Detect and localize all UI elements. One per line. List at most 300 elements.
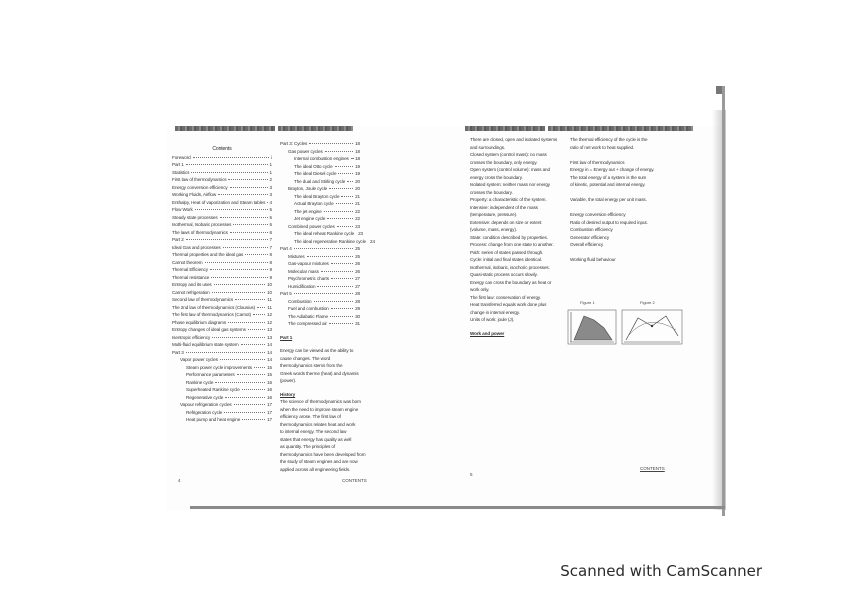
section-heading: History [280, 391, 296, 397]
dot-leader [186, 164, 268, 165]
dot-leader [210, 269, 268, 270]
dot-leader [331, 278, 353, 279]
text-line: (volume, mass, energy). [470, 227, 517, 232]
contents-entry [172, 259, 272, 267]
contents-entry [172, 341, 272, 349]
contents-entry [172, 221, 272, 229]
dot-leader [242, 419, 265, 420]
contents-entry-page: 1 [269, 169, 272, 175]
dot-leader [337, 226, 353, 227]
contents-entry [172, 214, 272, 222]
contents-entry-title: Part 4 [280, 246, 292, 251]
paragraph [280, 398, 366, 473]
contents-entry [172, 229, 272, 237]
text-line: Closed system (control mass): no mass [470, 152, 547, 157]
contents-entry [172, 161, 272, 169]
contents-entry-page: 24 [369, 238, 375, 244]
page-number: 5 [470, 472, 473, 477]
contents-entry-title: Psychrometric charts [288, 276, 329, 281]
contents-entry-title: Energy conversion efficiency [172, 184, 228, 190]
text-line: the study of steam engines and are now [280, 459, 358, 464]
dot-leader [248, 329, 265, 330]
contents-entry [172, 379, 272, 387]
contents-entry-title: Vapor power cycles [180, 357, 218, 362]
contents-entry [172, 416, 272, 424]
dot-leader [191, 172, 267, 173]
text-line: Intensive: independent of the mass [470, 204, 538, 210]
contents-entry [280, 155, 360, 163]
text-line: change in internal energy. [470, 309, 520, 315]
text-line: Isolated system: neither mass nor energy [470, 182, 551, 187]
contents-entry-title: The compressed air [288, 321, 327, 326]
dot-leader [220, 359, 265, 360]
contents-entry-page: 10 [267, 289, 272, 295]
contents-entry-title: Statistics [172, 169, 190, 175]
text-line: First law of thermodynamics [570, 159, 625, 165]
text-line [570, 151, 688, 159]
contents-entry-page: 19 [355, 171, 360, 176]
contents-entry [280, 290, 360, 298]
contents-entry [172, 334, 272, 342]
contents-entry-page: 12 [267, 312, 272, 317]
contents-entry-title: Carnot refrigeration [172, 289, 210, 295]
text-line: to internal energy. The second law [280, 429, 347, 434]
text-line: (power). [280, 378, 297, 383]
contents-entry-title: Ideal Gas and processes [172, 244, 221, 250]
dot-leader [336, 203, 353, 204]
contents-entry [172, 206, 272, 214]
contents-entry-title: Part 2 [172, 237, 184, 242]
text-line: Property: a characteristic of the system. [470, 197, 547, 202]
text-line: cause changes. The word [280, 355, 331, 361]
contents-entry-page: 17 [267, 409, 272, 415]
dot-leader [329, 188, 353, 189]
header-bar [548, 126, 693, 131]
contents-entry-page: 18 [355, 148, 360, 154]
contents-entry-title: Vapour refrigeration cycles [180, 402, 232, 407]
contents-entry-title: Working Fluids, Airflow [172, 192, 217, 197]
contents-entry-page: 21 [355, 193, 360, 199]
contents-entry-title: Refrigeration cycle [186, 409, 223, 415]
contents-entry [280, 260, 360, 268]
contents-entry [172, 326, 272, 334]
contents-entry [172, 311, 272, 319]
contents-entry-page: 9 [269, 267, 272, 272]
contents-entry-page: 20 [355, 186, 360, 191]
contents-entry-title: Multi-fluid equilibrium state system [172, 342, 239, 347]
text-line: The first law: conservation of energy. [470, 294, 541, 300]
contents-entry-page: 23 [355, 223, 360, 229]
pv-diagram-figure [568, 306, 686, 348]
contents-entry-title: Superheated Rankine cycle [186, 387, 240, 392]
dot-leader [234, 404, 265, 405]
header-bar [175, 126, 275, 131]
contents-entry-page: 6 [269, 222, 272, 227]
text-line: Combustion efficiency [570, 227, 613, 232]
dot-leader [338, 173, 353, 174]
figure-caption: Figure 2 [640, 300, 655, 305]
dot-leader [211, 277, 267, 278]
contents-entry-page: 1 [269, 162, 272, 167]
contents-entry-title: Gas power cycles [288, 148, 323, 154]
figure-caption: Figure 1 [580, 300, 595, 305]
dot-leader [307, 256, 354, 257]
contents-entry-page: 6 [269, 229, 272, 235]
edge-mark [716, 86, 722, 94]
contents-entry-title: Entropy and its uses [172, 282, 212, 287]
contents-entry [172, 244, 272, 252]
dot-leader [329, 323, 353, 324]
contents-entry [172, 169, 272, 177]
contents-entry-page: 18 [355, 156, 360, 161]
contents-entry-title: The ideal Otto cycle [294, 163, 333, 169]
contents-entry-page: 5 [269, 207, 272, 212]
dot-leader [331, 308, 353, 309]
dot-leader [257, 307, 265, 308]
contents-entry-title: Carnot theorem [172, 259, 203, 265]
contents-entry-title: Part 3 [172, 349, 184, 355]
contents-entry-title: Thermal Efficiency [172, 267, 208, 272]
text-line: applied across all engineering fields. [280, 466, 351, 472]
contents-entry [172, 191, 272, 199]
contents-entry [280, 148, 360, 156]
dot-leader [230, 232, 268, 233]
contents-entry-title: Isentropic efficiency [172, 334, 211, 340]
contents-entry-title: Heat pump and heat engine [186, 417, 241, 422]
contents-entry-title: Humidification [288, 283, 316, 289]
dot-leader [325, 151, 353, 152]
contents-entry-page: 13 [267, 334, 272, 340]
contents-entry-title: Foreword [172, 154, 191, 160]
contents-entry [280, 298, 360, 306]
contents-entry-title: Brayton, Joule cycle [288, 186, 328, 191]
footer-label: CONTENTS [342, 478, 367, 483]
contents-entry-page: 28 [355, 298, 360, 304]
text-line: efficiency arose. The first law of [280, 414, 341, 419]
contents-entry-page: 4 [269, 199, 272, 205]
dot-leader [294, 293, 353, 294]
contents-entry-page: 28 [355, 291, 360, 296]
text-line: as quantity. The principles of [280, 444, 336, 449]
dot-leader [317, 286, 353, 287]
contents-entry [172, 409, 272, 417]
contents-entry [172, 236, 272, 244]
text-line: The thermal efficiency of the cycle is the [570, 137, 648, 142]
contents-entry [280, 200, 360, 208]
dot-leader [237, 374, 265, 375]
contents-entry-page: 16 [267, 387, 272, 392]
contents-entry [172, 394, 272, 402]
contents-entry-page: 8 [269, 252, 272, 257]
contents-entry-page: 31 [355, 321, 360, 326]
contents-entry [172, 356, 272, 364]
dot-leader [241, 344, 265, 345]
contents-entry-title: Flow Work [172, 207, 193, 212]
dot-leader [235, 299, 265, 300]
text-line: The science of thermodynamics was born [280, 399, 361, 404]
contents-entry-page: 17 [267, 402, 272, 407]
dot-leader [205, 262, 268, 263]
contents-entry-title: Fuel and combustion [288, 306, 329, 311]
contents-entry-title: Enthalpy, Heat of vaporization and Steam tables [172, 199, 266, 205]
text-line: thermodynamics have been developed from [280, 451, 366, 457]
contents-entry-page: 3 [269, 184, 272, 190]
contents-entry-page: 17 [267, 417, 272, 422]
text-line: Energy can be viewed as the ability to [280, 348, 354, 353]
text-line: Units of work: joule (J). [470, 317, 515, 322]
contents-entry-title: Combustion [288, 298, 312, 304]
contents-entry [172, 176, 272, 184]
text-line: ratio of net work to heat supplied. [570, 144, 635, 150]
contents-entry [280, 163, 360, 171]
contents-entry-title: Molecular mass [288, 268, 319, 274]
contents-entry-page: 25 [355, 253, 360, 259]
dot-leader [351, 158, 353, 159]
contents-entry-title: Mixtures [288, 253, 305, 259]
dot-leader [218, 194, 267, 195]
text-line: thermodynamics relates heat and work [280, 421, 356, 427]
text-line: Overall efficiency [570, 242, 604, 247]
text-line: Cycle: initial and final states identical. [470, 257, 542, 262]
contents-entry [172, 296, 272, 304]
text-line: There are closed, open and isolated systems [470, 137, 558, 142]
text-line: Energy in = Energy out + change of energy. [570, 167, 655, 172]
section-heading: Part 1 [280, 334, 293, 340]
contents-entry-page: 7 [269, 244, 272, 250]
contents-column-1 [172, 132, 272, 482]
dot-leader [228, 179, 267, 180]
text-line: Quasi-static process occurs slowly. [470, 272, 538, 277]
contents-entry-page: 2 [269, 177, 272, 182]
contents-entry [172, 199, 272, 207]
text-line: (temperature, pressure). [470, 212, 518, 217]
text-line: of kinetic, potential and internal energy. [570, 182, 646, 187]
dot-leader [193, 157, 269, 158]
dot-leader [309, 143, 353, 144]
contents-entry [172, 349, 272, 357]
text-line: Energy conversion efficiency [570, 212, 626, 217]
contents-entry [280, 245, 360, 253]
contents-entry-title: Second law of thermodynamics [172, 297, 234, 302]
text-line: Generator efficiency [570, 234, 610, 240]
dot-leader [324, 211, 353, 212]
contents-entry-title: Performance parameters [186, 372, 235, 377]
contents-entry [172, 401, 272, 409]
text-line: crosses the boundary. [470, 189, 513, 195]
contents-entry-page: 14 [267, 342, 272, 347]
contents-entry-page: 27 [355, 283, 360, 289]
contents-entry [172, 289, 272, 297]
contents-entry [172, 364, 272, 372]
text-line: Variable, the total energy per unit mass. [570, 197, 647, 202]
contents-entry [280, 193, 360, 201]
contents-entry [280, 185, 360, 193]
contents-entry-title: The ideal regenerative Rankine cycle [294, 238, 366, 244]
dot-leader [195, 209, 268, 210]
contents-entry-title: Part 1 [172, 162, 184, 167]
contents-entry-page: 9 [269, 274, 272, 280]
contents-entry-page: 10 [267, 282, 272, 287]
contents-entry-page: 20 [355, 178, 360, 184]
dot-leader [186, 239, 268, 240]
text-line [570, 189, 688, 197]
camscanner-watermark: Scanned with CamScanner [560, 562, 762, 580]
contents-entry-title: Steady state processes [172, 214, 218, 220]
dot-leader [254, 367, 265, 368]
contents-entry-page: 14 [267, 357, 272, 362]
page-edge-right [722, 86, 725, 516]
contents-entry [172, 154, 272, 162]
contents-entry-title: The Adiabatic Flame [288, 313, 328, 319]
text-line: Extensive: depends on size or extent [470, 219, 542, 225]
contents-entry-page: 11 [267, 297, 272, 302]
dot-leader [327, 218, 353, 219]
contents-entry-page: 3 [269, 192, 272, 197]
section-heading: Work and power [470, 330, 505, 336]
text-line: Path: series of states passed through. [470, 249, 544, 255]
dot-leader [215, 382, 265, 383]
contents-entry [280, 208, 360, 216]
text-line: Open system (control volume): mass and [470, 167, 550, 172]
contents-entry-title: Part 5 [280, 291, 292, 296]
dot-leader [224, 412, 265, 413]
contents-entry-title: The 2nd law of thermodynamics (Clausius) [172, 304, 256, 310]
contents-entry-title: The ideal reheat Rankine cycle [294, 231, 355, 236]
contents-entry-title: The first law of thermodynamics (Carnot) [172, 312, 251, 317]
contents-entry-title: Phase equilibrium diagrams [172, 319, 227, 325]
contents-entry-page: 25 [355, 246, 360, 251]
page-number: 4 [178, 478, 181, 483]
footer-label: CONTENTS [640, 466, 665, 471]
dot-leader [225, 397, 265, 398]
dot-leader [230, 187, 268, 188]
contents-entry [280, 313, 360, 321]
contents-entry-page: 23 [358, 231, 363, 236]
contents-entry [172, 266, 272, 274]
text-line: Isothermal, isobaric, isochoric processes. [470, 264, 550, 270]
page-edge-bottom [190, 506, 725, 509]
contents-entry-page: 21 [355, 201, 360, 206]
text-line [570, 204, 688, 212]
contents-entry [280, 223, 360, 231]
contents-entry [172, 184, 272, 192]
contents-entry [280, 170, 360, 178]
contents-entry [280, 283, 360, 291]
dot-leader [242, 389, 265, 390]
contents-entry-page: 18 [355, 141, 360, 146]
text-line: when the need to improve steam engine [280, 406, 359, 412]
dot-leader [220, 217, 268, 218]
contents-entry-title: Thermal properties and the ideal gas [172, 252, 244, 257]
contents-entry [280, 178, 360, 186]
contents-entry [280, 238, 375, 246]
paragraph [280, 347, 360, 385]
contents-entry [280, 253, 360, 261]
contents-entry-page: 26 [355, 261, 360, 266]
contents-entry [172, 281, 272, 289]
dot-leader [330, 316, 353, 317]
contents-entry [172, 304, 272, 312]
text-line: The total energy of a system is the sum [570, 174, 647, 180]
contents-entry-title: Regenerative cycle [186, 394, 224, 400]
contents-entry-title: Rankine cycle [186, 379, 214, 385]
text-line: energy cross the boundary. [470, 174, 523, 180]
text-line: Working fluid behaviour [570, 257, 616, 262]
contents-entry-page: 22 [355, 208, 360, 214]
text-line: Ratio of desired output to required input. [570, 219, 648, 225]
text-column-1 [470, 136, 565, 486]
contents-entry-title: Gas-vapour mixtures [288, 261, 329, 266]
contents-entry-page: 27 [355, 276, 360, 281]
contents-entry-title: Part 3: Cycles [280, 141, 308, 146]
contents-entry [172, 251, 272, 259]
contents-entry-title: Thermal resistance [172, 274, 210, 280]
dot-leader [228, 322, 265, 323]
contents-entry-title: Actual Brayton cycle [294, 201, 334, 206]
dot-leader [321, 271, 353, 272]
contents-title: Contents [212, 146, 232, 152]
contents-entry [172, 274, 272, 282]
contents-entry [172, 319, 272, 327]
contents-entry-title: Internal combustion engines [294, 156, 349, 161]
contents-entry-title: The ideal Diesel cycle [294, 171, 337, 176]
contents-entry-page: 19 [355, 163, 360, 169]
contents-entry-page: 7 [269, 237, 272, 242]
text-column-2 [570, 136, 688, 306]
contents-entry-page: 12 [267, 319, 272, 325]
text-line: work only. [470, 287, 490, 292]
dot-leader [335, 166, 353, 167]
dot-leader [233, 224, 267, 225]
contents-entry-page: 29 [355, 306, 360, 311]
text-line: Greek words therme (heat) and dynamis [280, 370, 359, 376]
header-bar [278, 126, 353, 131]
contents-entry-page: 11 [267, 304, 272, 310]
contents-entry-page: 14 [267, 349, 272, 355]
contents-entry-title: Steam power cycle improvements [186, 364, 252, 370]
dot-leader [331, 263, 353, 264]
dot-leader [212, 292, 266, 293]
contents-entry [280, 320, 360, 328]
dot-leader [314, 301, 354, 302]
dot-leader [253, 314, 265, 315]
contents-entry-title: Combined power cycles [288, 223, 335, 229]
dot-leader [223, 247, 268, 248]
contents-entry-title: Entropy changes of ideal gas systems [172, 327, 246, 332]
contents-entry [172, 386, 272, 394]
dot-leader [214, 284, 265, 285]
contents-entry-page: 15 [267, 372, 272, 377]
contents-entry-title: The ideal Brayton cycle [294, 193, 340, 199]
text-line: thermodynamics stems from the [280, 363, 343, 368]
contents-entry-page: 5 [269, 214, 272, 220]
contents-entry-page: 8 [269, 259, 272, 265]
contents-entry [280, 268, 360, 276]
dot-leader [212, 337, 265, 338]
contents-entry-title: The laws of thermodynamics [172, 229, 228, 235]
contents-entry-title: Jet engine cycle [294, 216, 326, 221]
contents-entry-page: 26 [355, 268, 360, 274]
contents-entry-page: 15 [267, 364, 272, 370]
contents-entry-title: The jet engine [294, 208, 322, 214]
contents-entry-title: The dual and Stirling cycle [294, 178, 346, 184]
text-line: State: condition described by properties. [470, 234, 548, 240]
dot-leader [347, 181, 353, 182]
contents-entry-page: 22 [355, 216, 360, 221]
dot-leader [245, 254, 267, 255]
contents-entry-page: 13 [267, 327, 272, 332]
contents-entry-page: 30 [355, 313, 360, 319]
